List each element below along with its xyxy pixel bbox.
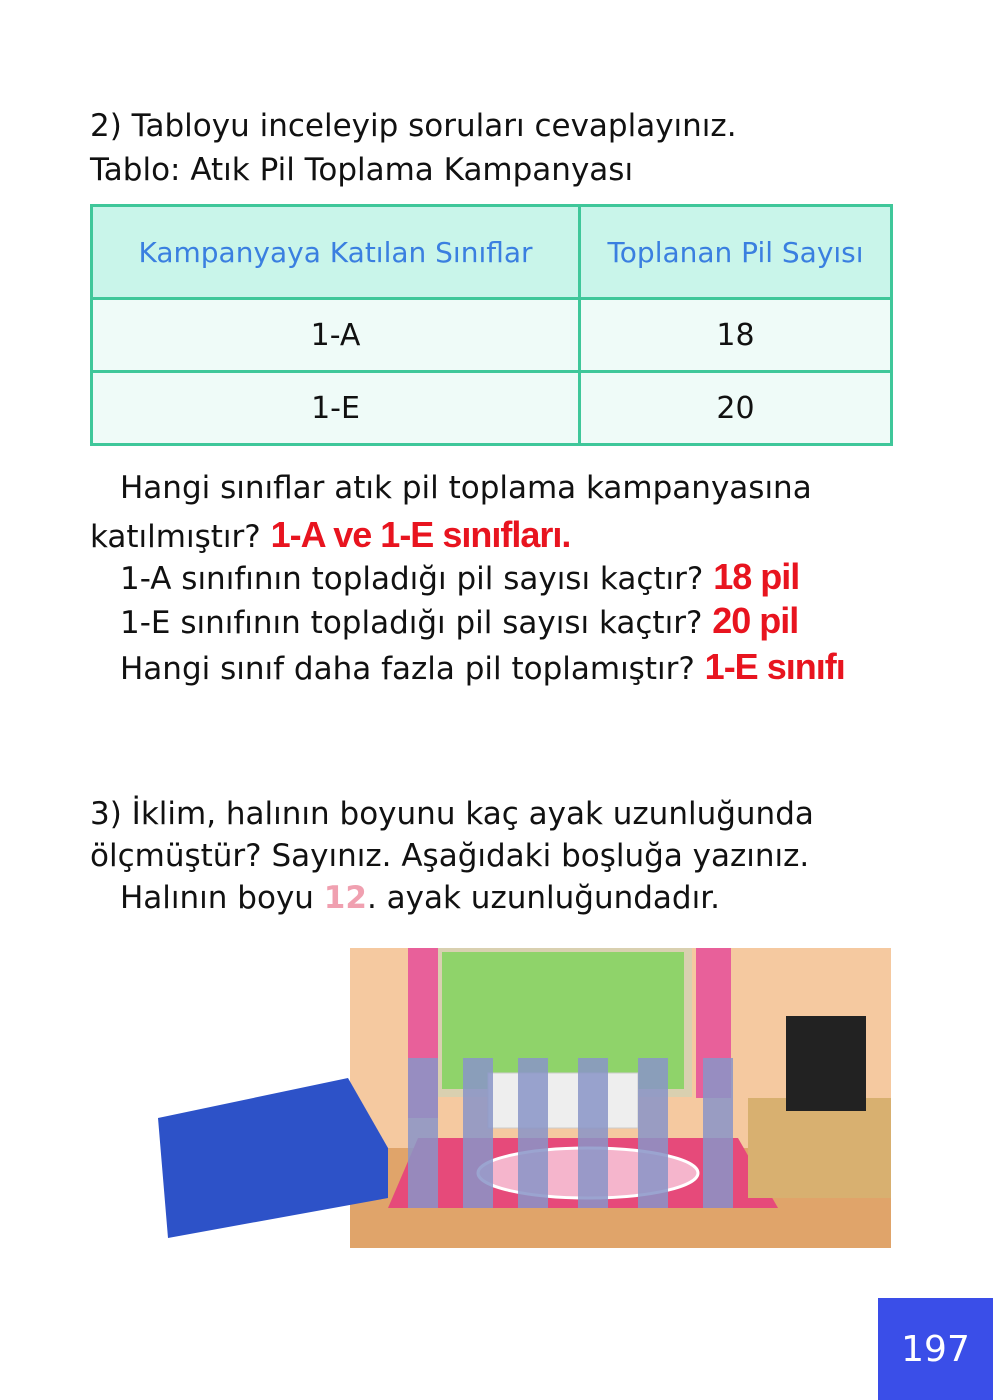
cell-count: 20 [580,372,892,445]
question-text: katılmıştır? [90,519,261,555]
question-2 [120,556,799,598]
cell-count: 18 [580,299,892,372]
question-1b [90,514,570,556]
living-room-illustration [88,948,891,1248]
answer-3: 20 pil [712,600,799,641]
header-classes: Kampanyaya Katılan Sınıflar [92,206,580,299]
question-1a: Hangi sınıflar atık pil toplama kampanyasına [120,470,812,506]
q2-title: 2) Tabloyu inceleyip soruları cevaplayınız. [90,108,737,144]
answer-4: 1-E sınıfı [704,646,845,687]
answer-2: 18 pil [713,556,800,597]
q3-line1: 3) İklim, halının boyunu kaç ayak uzunluğunda [90,796,814,832]
q3-answer: 12 [323,880,367,916]
question-4 [120,646,845,688]
question-3 [120,600,798,642]
q3-text: . ayak uzunluğundadır. [366,880,720,916]
question-text: Hangi sınıf daha fazla pil toplamıştır? [120,651,695,687]
table-row [92,299,892,372]
page-number: 197 [878,1298,993,1400]
q3-line3 [120,880,720,916]
cell-class: 1-A [92,299,580,372]
question-text: 1-A sınıfının topladığı pil sayısı kaçtır? [120,561,704,597]
cell-class: 1-E [92,372,580,445]
answer-1: 1-A ve 1-E sınıfları. [270,514,571,555]
question-text: 1-E sınıfının topladığı pil sayısı kaçtır? [120,605,703,641]
table-row [92,372,892,445]
q3-line2: ölçmüştür? Sayınız. Aşağıdaki boşluğa yazınız. [90,838,810,874]
q3-text: Halının boyu [120,880,314,916]
table-caption: Tablo: Atık Pil Toplama Kampanyası [90,152,634,188]
header-count: Toplanan Pil Sayısı [580,206,892,299]
battery-table [90,204,893,446]
